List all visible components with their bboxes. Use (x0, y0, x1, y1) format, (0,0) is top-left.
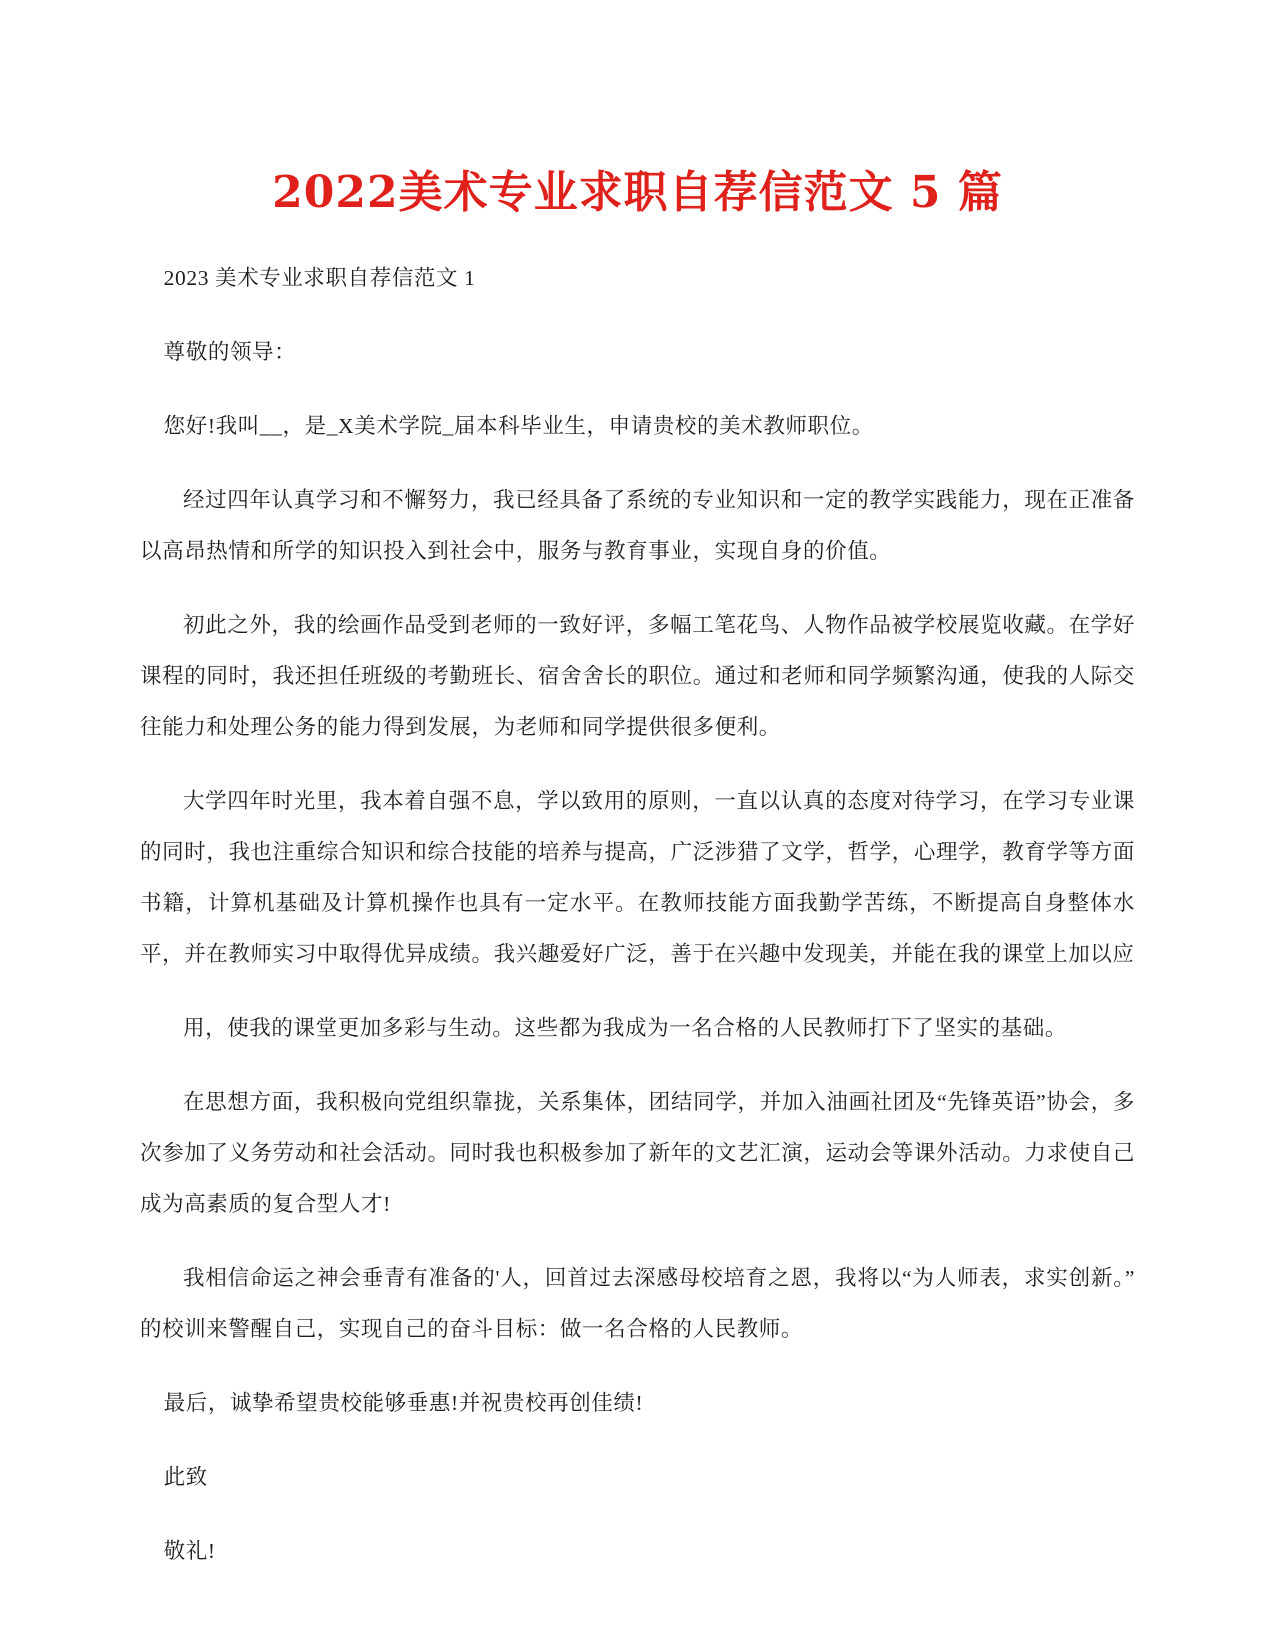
closing-jingli: 敬礼! (163, 1538, 216, 1563)
paragraph-introduction: 您好!我叫__，是_X美术学院_届本科毕业生，申请贵校的美术教师职位。 (163, 413, 874, 438)
paragraph-belief: 我相信命运之神会垂青有准备的'人，回首过去深感母校培育之恩，我将以“为人师表，求实创新。”的校训来警醒自己，实现自己的奋斗目标：做一名合格的人民教师。 (140, 1265, 1135, 1341)
page-title: 2022美术专业求职自荐信范文 5 篇 (272, 167, 1003, 218)
paragraph-four-years: 大学四年时光里，我本着自强不息，学以致用的原则，一直以认真的态度对待学习，在学习专业课的同时，我也注重综合知识和综合技能的培养与提高，广泛涉猎了文学，哲学，心理学，教育学等方面书籍，计算机基础及计算机操作也具有一定水平。在教师技能方面我勤学苦练，不断提高自身整体水平，并在教师实习中取得优异成绩。我兴趣爱好广泛，善于在兴趣中发现美，并能在我的课堂上加以应 (140, 788, 1135, 966)
closing-cizhi: 此致 (163, 1464, 208, 1489)
paragraph-study-experience: 经过四年认真学习和不懈努力，我已经具备了系统的专业知识和一定的教学实践能力，现在正准备以高昂热情和所学的知识投入到社会中，服务与教育事业，实现自身的价值。 (140, 487, 1135, 563)
paragraph-final-wish: 最后，诚挚希望贵校能够垂惠!并祝贵校再创佳绩! (163, 1390, 644, 1415)
paragraph-classroom: 用，使我的课堂更加多彩与生动。这些都为我成为一名合格的人民教师打下了坚实的基础。 (183, 1015, 1068, 1040)
paragraph-artwork-and-duties: 初此之外，我的绘画作品受到老师的一致好评，多幅工笔花鸟、人物作品被学校展览收藏。在学好课程的同时，我还担任班级的考勤班长、宿舍舍长的职位。通过和老师和同学频繁沟通，使我的人际交往能力和处理公务的能力得到发展，为老师和同学提供很多便利。 (140, 612, 1135, 739)
salutation-line: 尊敬的领导： (163, 339, 297, 364)
document-body (140, 253, 1135, 1577)
paragraph-ideology: 在思想方面，我积极向党组织靠拢，关系集体，团结同学，并加入油画社团及“先锋英语”协会，多次参加了义务劳动和社会活动。同时我也积极参加了新年的文艺汇演，运动会等课外活动。力求使自己成为高素质的复合型人才! (140, 1089, 1135, 1216)
document-subtitle: 2023 美术专业求职自荐信范文 1 (163, 265, 476, 290)
